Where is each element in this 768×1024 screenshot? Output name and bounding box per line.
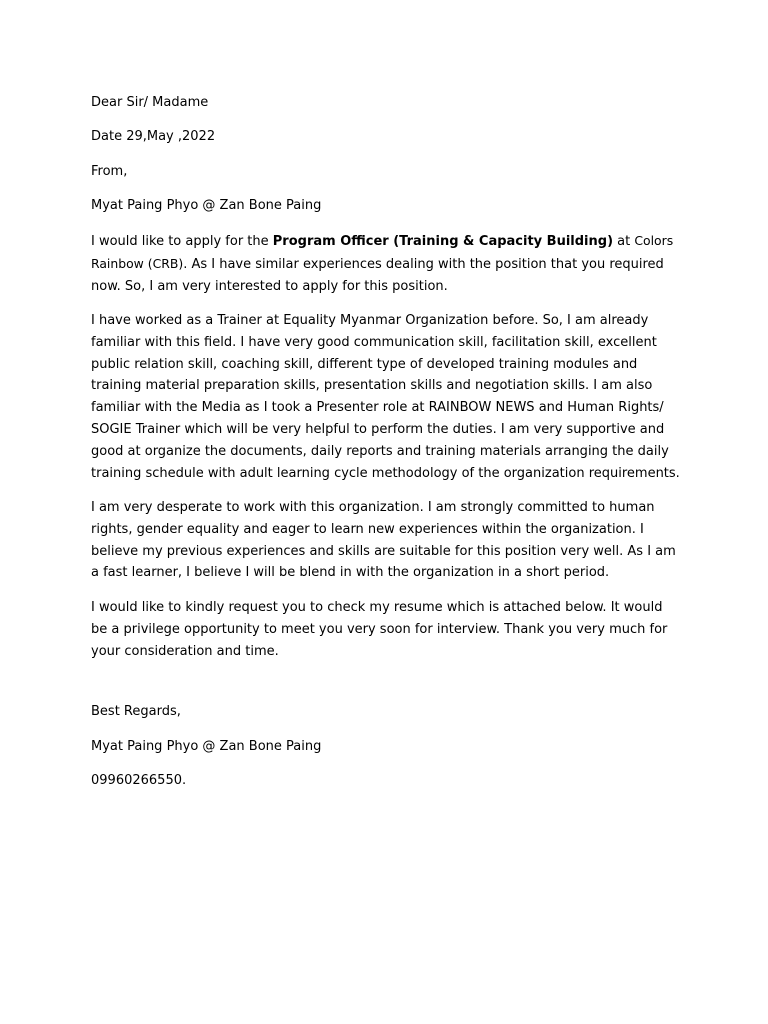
spacer (91, 675, 681, 701)
paragraph-request: I would like to kindly request you to check my resume which is attached below. It would be a privilege opportunity to meet you very soon for interview. Thank you very much for your consideration and time. (91, 599, 668, 659)
organization-name: Colors Rainbow (CRB) (91, 232, 674, 271)
sender-name: Myat Paing Phyo @ Zan Bone Paing (91, 198, 322, 214)
paragraph-lead: I would like to apply for the (91, 233, 273, 249)
paragraph-rest: . As I have similar experiences dealing with the position that you required now. So, I am very interested to apply for this position. (91, 256, 664, 294)
from-label: From, (91, 163, 128, 179)
cover-letter (91, 92, 681, 804)
paragraph-at: at (613, 233, 635, 249)
paragraph-experience: I have worked as a Trainer at Equality Myanmar Organization before. So, I am already familiar with this field. I have very good communication skill, facilitation skill, excellent public relation skill, coaching skill, different type of developed training modules and training material preparation skills, presentation skills and negotiation skills. I am also familiar with the Media as I took a Presenter role at RAINBOW NEWS and Human Rights/ SOGIE Trainer which will be very helpful to perform the duties. I am very supportive and good at organize the documents, daily reports and training materials arranging the daily training schedule with adult learning cycle methodology of the organization requirements. (91, 313, 680, 481)
paragraph-commitment: I am very desperate to work with this organization. I am strongly committed to human rights, gender equality and eager to learn new experiences within the organization. I believe my previous experiences and skills are suitable for this position very well. As I am a fast learner, I believe I will be blend in with the organization in a short period. (91, 500, 676, 581)
letter-date: Date 29,May ,2022 (91, 129, 216, 145)
phone-number: 09960266550. (91, 773, 187, 788)
paragraph-application (91, 230, 681, 297)
closing: Best Regards, (91, 704, 181, 720)
position-title: Program Officer (Training & Capacity Building) (272, 233, 614, 249)
signature-name: Myat Paing Phyo @ Zan Bone Paing (91, 738, 322, 754)
salutation: Dear Sir/ Madame (91, 95, 209, 110)
